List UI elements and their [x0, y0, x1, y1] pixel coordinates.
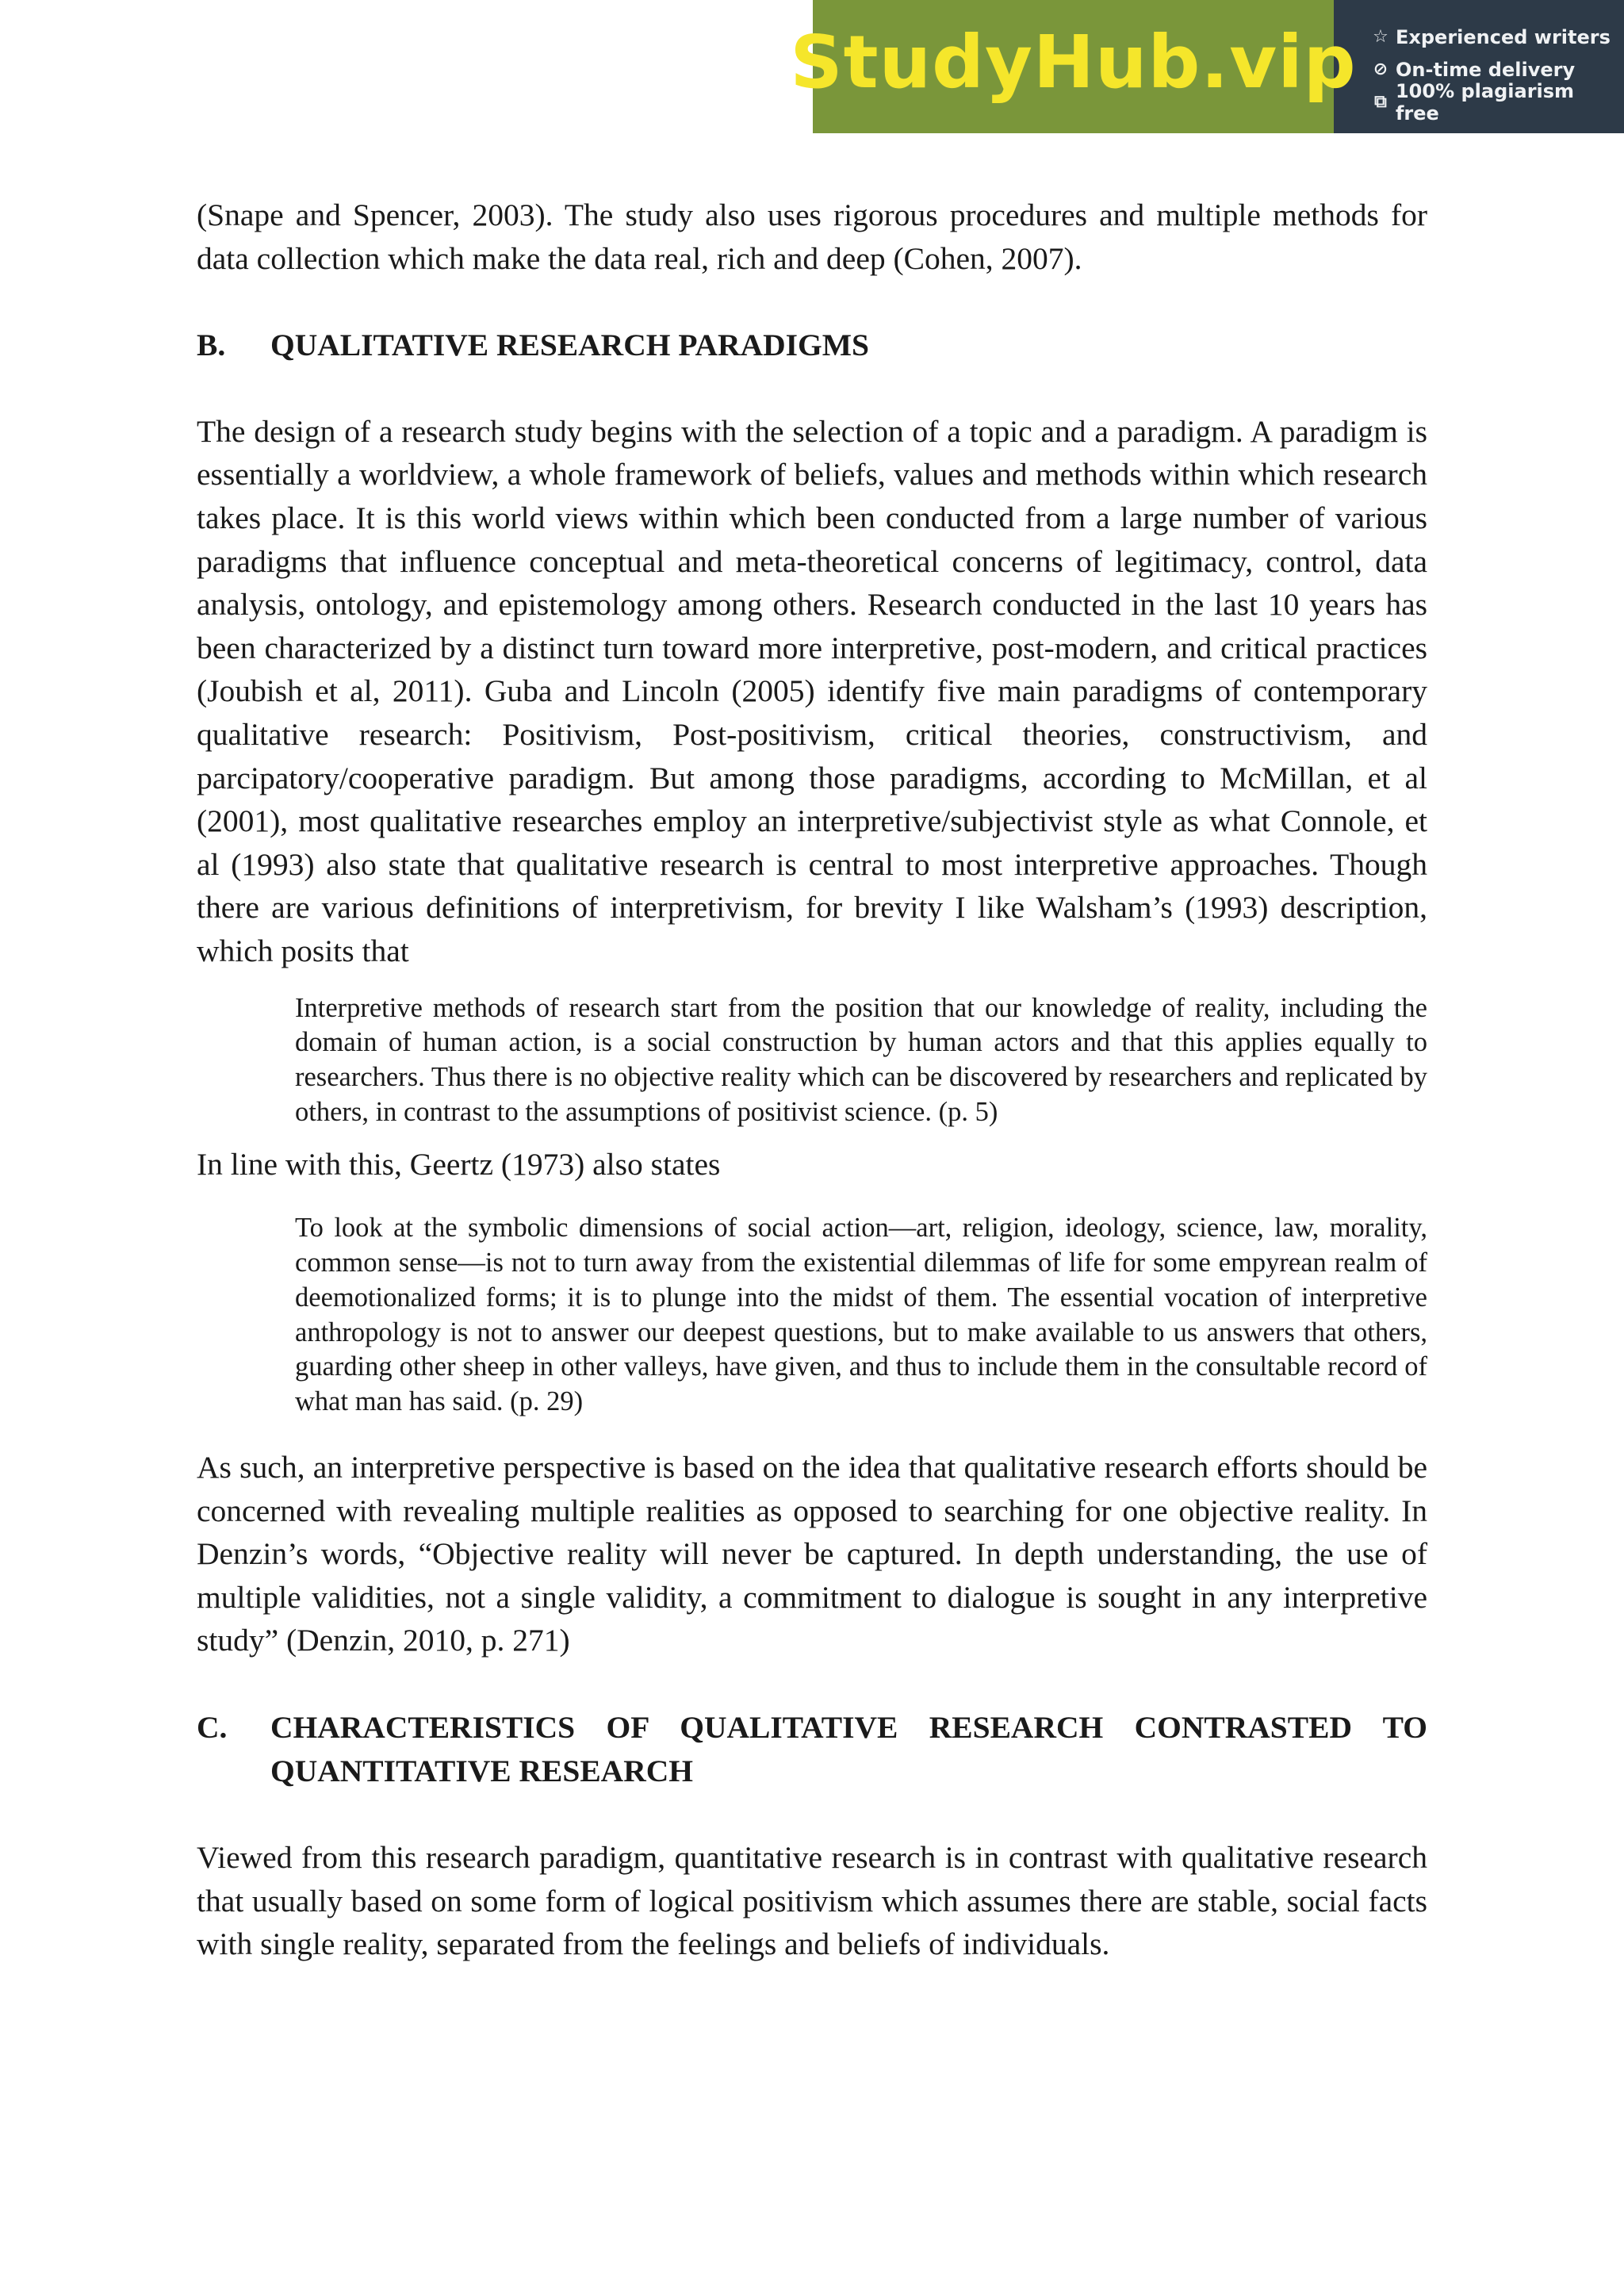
paragraph-interpretive-perspective: As such, an interpretive perspective is based on the idea that qualitative research efforts should be concerned with revealing multiple realities as opposed to searching for one objective reality. In Denzin’s words, “Objective reality will never be captured. In depth understanding, the use of multiple validities, not a single validity, a commitment to dialogue is sought in any interpretive study” (Denzin, 2010, p. 271)	[197, 1450, 1427, 1658]
section-number: B.	[197, 328, 226, 363]
section-heading-b	[197, 324, 1427, 367]
studyhub-logo[interactable]	[790, 0, 1357, 133]
paragraph-paradigms: The design of a research study begins with the selection of a topic and a paradigm. A paradigm is essentially a worldview, a whole framework of beliefs, values and methods within which research takes place. It is this world views within which been conducted from a large number of various paradigms that influence conceptual and meta-theoretical concerns of legitimacy, control, data analysis, ontology, and epistemology among others. Research conducted in the last 10 years has been characterized by a distinct turn toward more interpretive, post-modern, and critical practices (Joubish et al, 2011). Guba and Lincoln (2005) identify five main paradigms of contemporary qualitative research: Positivism, Post-positivism, critical theories, constructivism, and parcipatory/cooperative paradigm. But among those paradigms, according to McMillan, et al (2001), most qualitative researches employ an interpretive/subjectivist style as what Connole, et al (1993) also state that qualitative research is central to most interpretive approaches. Though there are various definitions of interpretivism, for brevity I like Walsham’s (1993) description, which posits that	[197, 413, 1427, 968]
clock-icon: ⊘	[1373, 59, 1388, 79]
blockquote-geertz: To look at the symbolic dimensions of social action—art, religion, ideology, science, law, morality, common sense—is not to turn away from the existential dilemmas of life for some empyrean realm of deemotionalized forms; it is to plunge into the midst of them. The essential vocation of interpretive anthropology is not to answer our deepest questions, but to make available to us answers that others, guarding other sheep in other valleys, have given, and thus to include them in the consultable record of what man has said. (p. 29)	[295, 1213, 1427, 1417]
blockquote-walsham: Interpretive methods of research start from the position that our knowledge of reality, including the domain of human action, is a social construction by human actors and that this applies equally to researchers. Thus there is no objective reality which can be discovered by researchers and replicated by others, in contrast to the assumptions of positivist science. (p. 5)	[295, 992, 1427, 1127]
paragraph-geertz-intro: In line with this, Geertz (1973) also states	[197, 1146, 721, 1182]
promo-banner[interactable]	[790, 0, 1624, 133]
section-number: C.	[197, 1710, 228, 1746]
feature-label: 100% plagiarism free	[1395, 79, 1575, 125]
star-outline-icon: ☆	[1373, 27, 1388, 47]
document-page	[197, 194, 1427, 1966]
paragraph-quantitative-contrast: Viewed from this research paradigm, quantitative research is in contrast with qualitative research that usually based on some form of logical positivism which assumes there are stable, social facts with single reality, separated from the feelings and beliefs of individuals.	[197, 1840, 1427, 1962]
feature-experienced-writers	[1370, 21, 1624, 53]
logo-text: StudyHub.vip	[790, 19, 1357, 105]
feature-label: Experienced writers	[1396, 25, 1611, 48]
copy-document-icon: ⧉	[1374, 92, 1387, 112]
feature-label: On-time delivery	[1396, 58, 1576, 81]
feature-plagiarism-free	[1370, 79, 1624, 125]
banner-features	[1334, 0, 1624, 133]
section-title: CHARACTERISTICS OF QUALITATIVE RESEARCH CONTRASTED TO QUANTITATIVE RESEARCH	[270, 1710, 1427, 1788]
section-heading-c	[197, 1706, 1427, 1792]
paragraph-intro: (Snape and Spencer, 2003). The study also uses rigorous procedures and multiple methods for data collection which make the data real, rich and deep (Cohen, 2007).	[197, 197, 1427, 276]
section-title: QUALITATIVE RESEARCH PARADIGMS	[270, 328, 869, 363]
